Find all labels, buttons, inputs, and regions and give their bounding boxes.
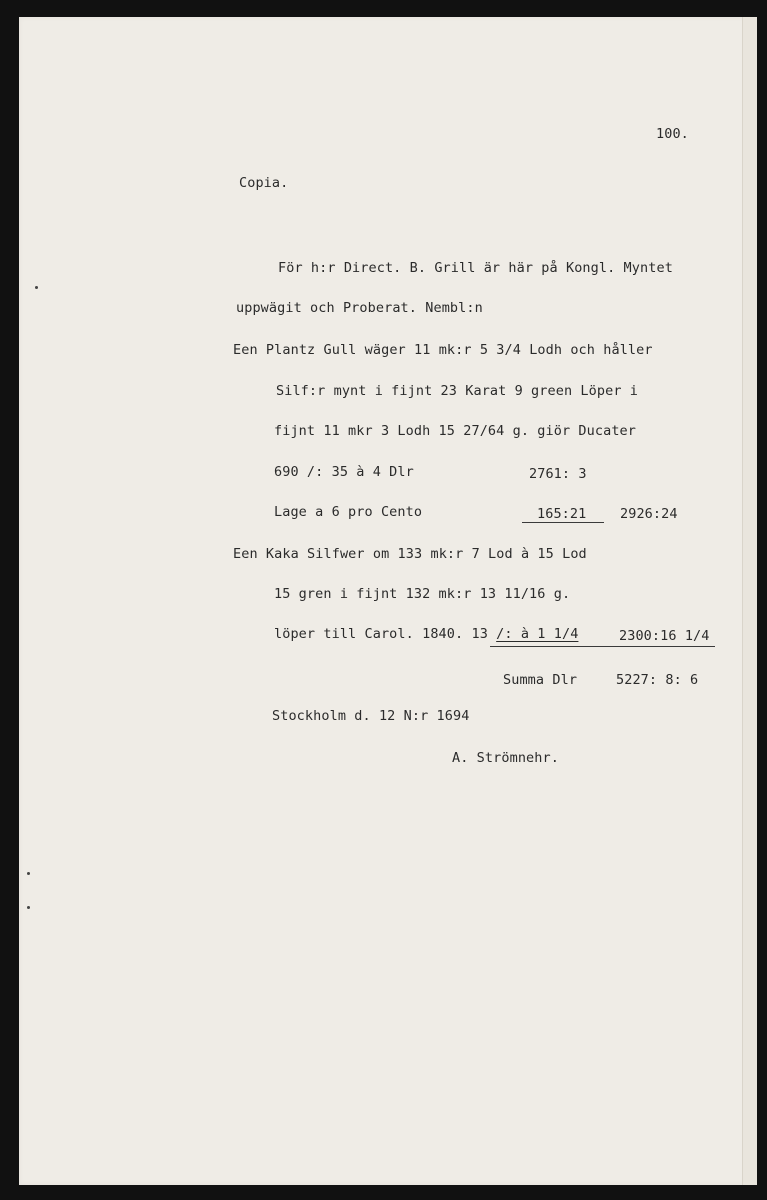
gold-calc-label: 690 /: 35 à 4 Dlr <box>274 464 414 480</box>
intro-line-1: För h:r Direct. B. Grill är här på Kongl. Myntet <box>278 260 673 276</box>
lage-value: 165:21 <box>537 506 587 522</box>
signature: A. Strömnehr. <box>452 750 559 766</box>
document-heading: Copia. <box>239 175 289 191</box>
silver-value: 2300:16 1/4 <box>619 628 710 644</box>
lage-total: 2926:24 <box>620 506 678 522</box>
page-number: 100. <box>656 126 689 142</box>
silver-underline <box>490 646 715 647</box>
page-edge <box>742 17 757 1185</box>
gold-line-1: Een Plantz Gull wäger 11 mk:r 5 3/4 Lodh och håller <box>233 342 653 358</box>
margin-mark <box>35 286 38 289</box>
gold-calc-value: 2761: 3 <box>529 466 587 482</box>
summa-value: 5227: 8: 6 <box>616 672 699 688</box>
gold-line-2: Silf:r mynt i fijnt 23 Karat 9 green Löper i <box>276 383 639 399</box>
silver-line-3 <box>274 628 578 642</box>
place-date: Stockholm d. 12 N:r 1694 <box>272 708 470 724</box>
intro-line-2: uppwägit och Proberat. Nembl:n <box>236 300 483 316</box>
margin-mark <box>27 872 30 875</box>
lage-label: Lage a 6 pro Cento <box>274 504 423 520</box>
lage-underline <box>522 522 604 523</box>
summa-label: Summa Dlr <box>503 672 578 688</box>
silver-line-2: 15 gren i fijnt 132 mk:r 13 11/16 g. <box>274 586 571 602</box>
silver-line-3-text: löper till Carol. 1840. 13 <box>274 626 497 642</box>
gold-line-3: fijnt 11 mkr 3 Lodh 15 27/64 g. giör Ducater <box>274 423 637 439</box>
margin-mark <box>27 906 30 909</box>
silver-rate: /: à 1 1/4 <box>496 626 579 642</box>
silver-line-1: Een Kaka Silfwer om 133 mk:r 7 Lod à 15 Lod <box>233 546 587 562</box>
